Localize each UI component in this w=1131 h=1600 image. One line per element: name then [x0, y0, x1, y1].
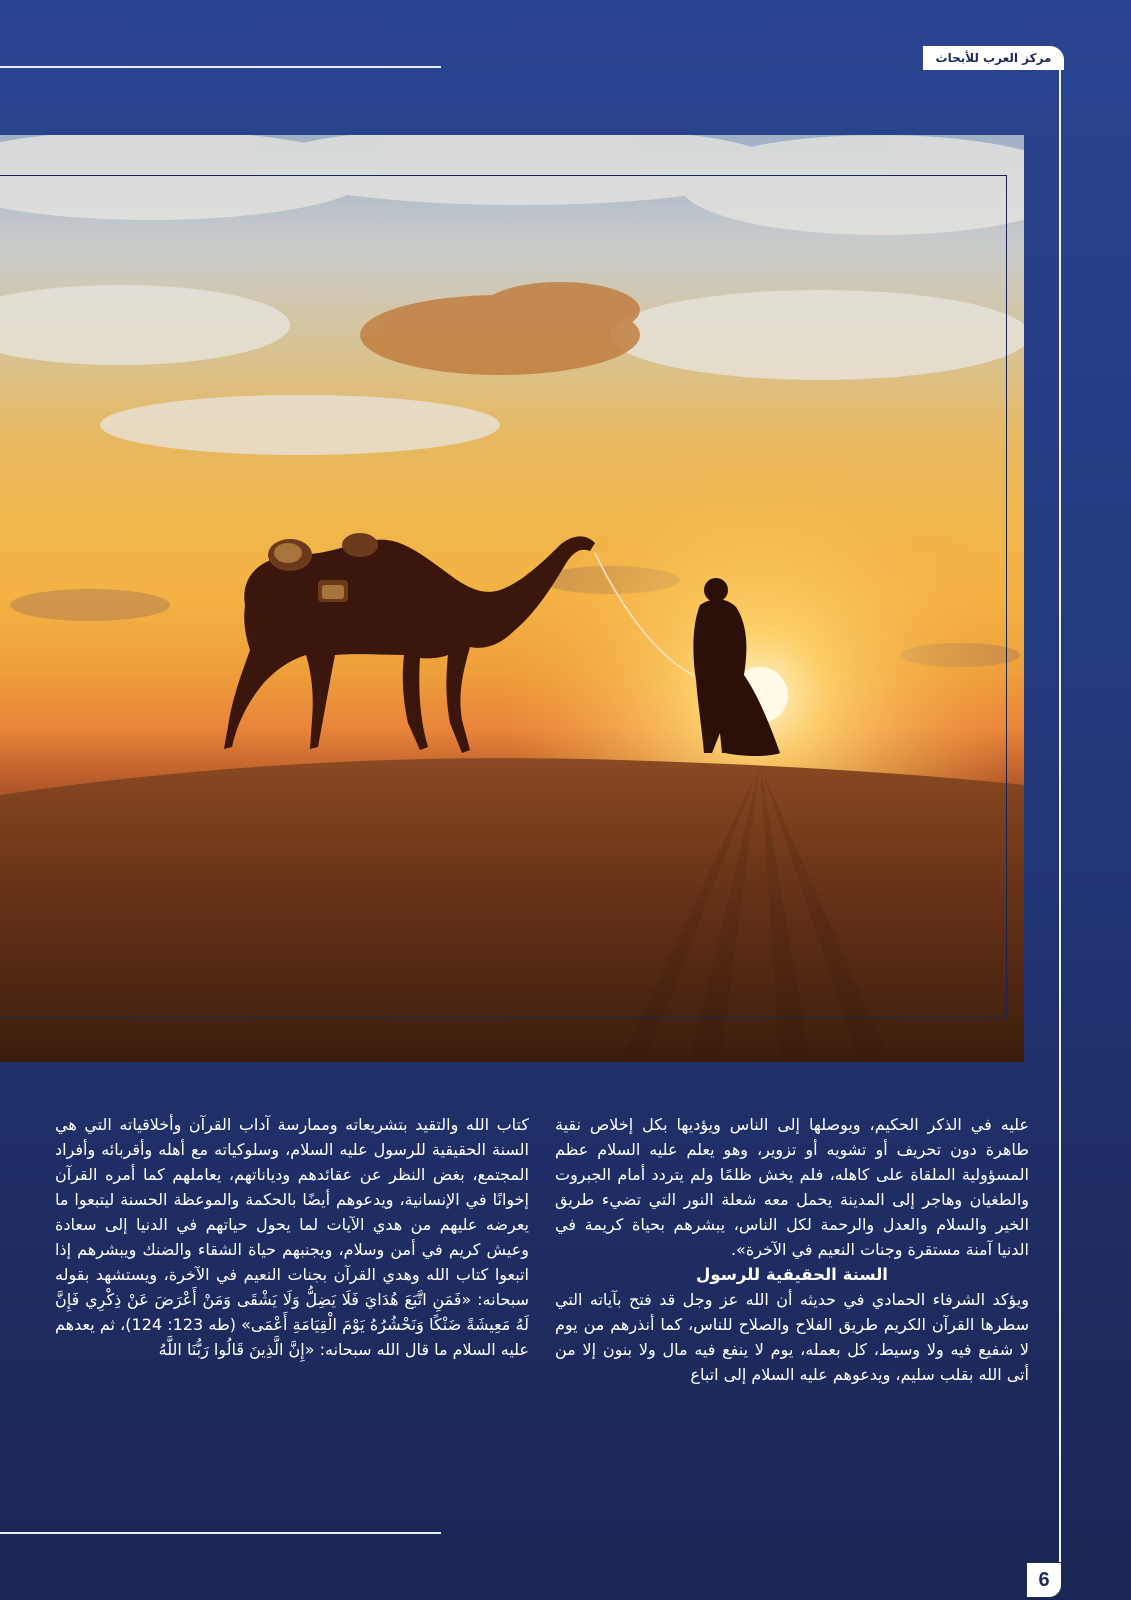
hero-frame	[0, 175, 1007, 1018]
article-paragraph: عليه في الذكر الحكيم، ويوصلها إلى الناس ويؤديها بكل إخلاص نقية طاهرة دون تحريف أو تشويه أو تزوير، وهو يعلم عليه السلام عظم المسؤولية الملقاة على كاهله، فلم يخش ظلمًا ولم يتردد أمام الجبروت والطغيان وهاجر إلى المدينة يحمل معه شعلة النور التي تضيء طريق الخير والسلام والعدل والرحمة لكل الناس، يبشرهم بحياة كريمة في الدنيا آمنة مستقرة وجنات النعيم في الآخرة».	[555, 1115, 1029, 1259]
article-subheading: السنة الحقيقية للرسول	[696, 1265, 888, 1284]
article-paragraph: كتاب الله والتقيد بتشريعاته وممارسة آداب القرآن وأخلاقياته التي هي السنة الحقيقية للرسول عليه السلام، وسلوكياته مع أهله وأقربائه وأفراد المجتمع، بغض النظر عن عقائدهم ودياناتهم، يعاملهم كما أمره القرآن إخوانًا في الإنسانية، ويدعوهم أيضًا بالحكمة والموعظة الحسنة ليتبعوا ما يعرضه عليهم من هدي الآيات لما يحول حياتهم في الدنيا إلى سعادة وعيش كريم في أمن وسلام، ويجنبهم حياة الشقاء والضنك ويبشرهم إذا اتبعوا كتاب الله وهدي القرآن بجنات النعيم في الآخرة، ويستشهد بقوله سبحانه: «فَمَنِ اتَّبَعَ هُدَايَ فَلَا يَضِلُّ وَلَا يَشْقَى وَمَنْ أَعْرَضَ عَنْ ذِكْرِي فَإِنَّ لَهُ مَعِيشَةً ضَنْكًا وَنَحْشُرُهُ يَوْمَ الْقِيَامَةِ أَعْمَى» (طه 123: 124)، ثم يعدهم عليه السلام ما قال الله سبحانه: «إِنَّ الَّذِينَ قَالُوا رَبُّنَا اللَّهُ	[55, 1115, 529, 1359]
top-rule	[0, 66, 441, 68]
bottom-rule	[0, 1532, 441, 1534]
article-column-right	[555, 1112, 1029, 1487]
article-column-left	[55, 1112, 529, 1487]
section-label: مركز العرب للأبحاث	[923, 46, 1064, 70]
frame-right-rule	[1059, 66, 1061, 1562]
page-number: 6	[1027, 1563, 1061, 1597]
article-paragraph: ويؤكد الشرفاء الحمادي في حديثه أن الله عز وجل قد فتح بآياته التي سطرها القرآن الكريم طريق الفلاح والصلاح للناس، كما أنذرهم من يوم لا شفيع فيه ولا وسيط، كل بعمله، يوم لا ينفع فيه مال ولا بنون إلا من أتى الله بقلب سليم، ويدعوهم عليه السلام إلى اتباع	[555, 1290, 1029, 1384]
